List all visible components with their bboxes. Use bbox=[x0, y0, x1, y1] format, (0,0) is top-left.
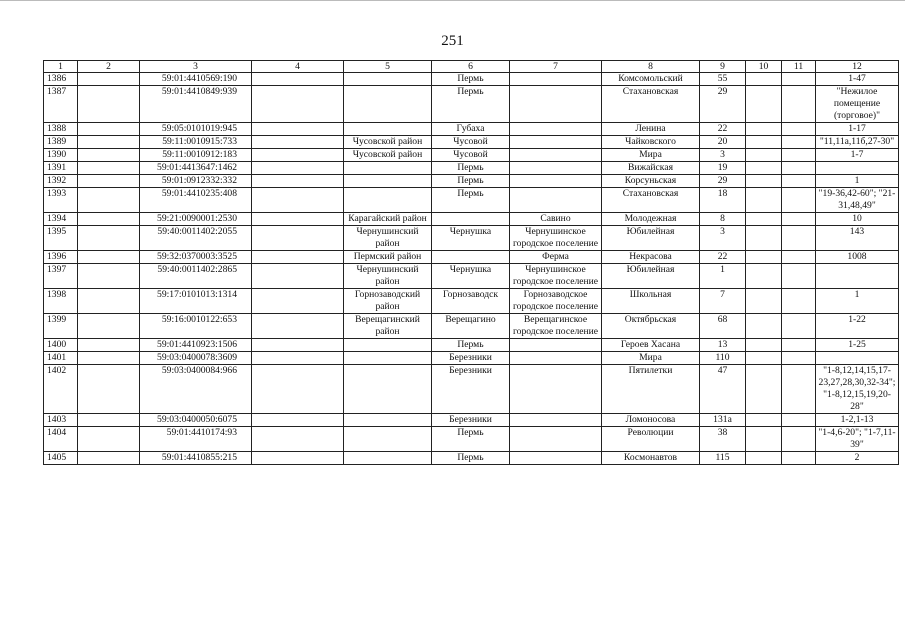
street-cell: Революции bbox=[602, 427, 700, 452]
col10-cell bbox=[746, 213, 782, 226]
column-header: 1 bbox=[44, 61, 78, 73]
record-number: 1402 bbox=[44, 365, 78, 414]
col11-cell bbox=[782, 314, 816, 339]
city-cell: Березники bbox=[432, 414, 510, 427]
settlement-cell: Ферма bbox=[510, 251, 602, 264]
table-row bbox=[44, 123, 899, 136]
premises-cell: 1008 bbox=[816, 251, 899, 264]
col2-cell bbox=[78, 123, 140, 136]
col11-cell bbox=[782, 188, 816, 213]
district-cell bbox=[344, 162, 432, 175]
col2-cell bbox=[78, 251, 140, 264]
cadastral-number: 59:11:0010912:183 bbox=[140, 149, 252, 162]
premises-cell: 1-7 bbox=[816, 149, 899, 162]
city-cell: Березники bbox=[432, 352, 510, 365]
column-header: 11 bbox=[782, 61, 816, 73]
column-header: 4 bbox=[252, 61, 344, 73]
district-cell bbox=[344, 339, 432, 352]
city-cell: Верещагино bbox=[432, 314, 510, 339]
col4-cell bbox=[252, 213, 344, 226]
column-header: 6 bbox=[432, 61, 510, 73]
col10-cell bbox=[746, 339, 782, 352]
settlement-cell bbox=[510, 136, 602, 149]
col10-cell bbox=[746, 73, 782, 86]
settlement-cell bbox=[510, 188, 602, 213]
table-row bbox=[44, 188, 899, 213]
record-number: 1393 bbox=[44, 188, 78, 213]
col4-cell bbox=[252, 352, 344, 365]
settlement-cell: Савино bbox=[510, 213, 602, 226]
col4-cell bbox=[252, 86, 344, 123]
settlement-cell: Верещагинское городское поселение bbox=[510, 314, 602, 339]
settlement-cell bbox=[510, 73, 602, 86]
district-cell: Горнозаводский район bbox=[344, 289, 432, 314]
col4-cell bbox=[252, 452, 344, 465]
record-number: 1389 bbox=[44, 136, 78, 149]
col4-cell bbox=[252, 414, 344, 427]
house-number-cell: 38 bbox=[700, 427, 746, 452]
table-row bbox=[44, 339, 899, 352]
district-cell bbox=[344, 414, 432, 427]
table-row bbox=[44, 136, 899, 149]
city-cell bbox=[432, 213, 510, 226]
column-header: 8 bbox=[602, 61, 700, 73]
record-number: 1394 bbox=[44, 213, 78, 226]
column-header: 7 bbox=[510, 61, 602, 73]
house-number-cell: 115 bbox=[700, 452, 746, 465]
col11-cell bbox=[782, 452, 816, 465]
house-number-cell: 22 bbox=[700, 251, 746, 264]
settlement-cell bbox=[510, 427, 602, 452]
col10-cell bbox=[746, 86, 782, 123]
premises-cell: 1-17 bbox=[816, 123, 899, 136]
settlement-cell bbox=[510, 175, 602, 188]
city-cell: Чусовой bbox=[432, 149, 510, 162]
col11-cell bbox=[782, 86, 816, 123]
col11-cell bbox=[782, 365, 816, 414]
col10-cell bbox=[746, 251, 782, 264]
premises-cell: 143 bbox=[816, 226, 899, 251]
cadastral-number: 59:01:4410174:93 bbox=[140, 427, 252, 452]
col11-cell bbox=[782, 352, 816, 365]
street-cell: Стахановская bbox=[602, 86, 700, 123]
record-number: 1388 bbox=[44, 123, 78, 136]
record-number: 1390 bbox=[44, 149, 78, 162]
city-cell: Горнозаводск bbox=[432, 289, 510, 314]
table-row bbox=[44, 427, 899, 452]
table-row bbox=[44, 175, 899, 188]
city-cell: Пермь bbox=[432, 188, 510, 213]
column-header: 5 bbox=[344, 61, 432, 73]
record-number: 1397 bbox=[44, 264, 78, 289]
street-cell: Вижайская bbox=[602, 162, 700, 175]
district-cell bbox=[344, 427, 432, 452]
district-cell bbox=[344, 175, 432, 188]
cadastral-number: 59:21:0090001:2530 bbox=[140, 213, 252, 226]
city-cell: Березники bbox=[432, 365, 510, 414]
col4-cell bbox=[252, 188, 344, 213]
col11-cell bbox=[782, 339, 816, 352]
premises-cell: "19-36,42-60"; "21-31,48,49" bbox=[816, 188, 899, 213]
col10-cell bbox=[746, 365, 782, 414]
col2-cell bbox=[78, 352, 140, 365]
col4-cell bbox=[252, 427, 344, 452]
cadastral-number: 59:17:0101013:1314 bbox=[140, 289, 252, 314]
district-cell: Карагайский район bbox=[344, 213, 432, 226]
settlement-cell bbox=[510, 123, 602, 136]
col4-cell bbox=[252, 339, 344, 352]
column-header: 12 bbox=[816, 61, 899, 73]
col10-cell bbox=[746, 414, 782, 427]
premises-cell: 1 bbox=[816, 289, 899, 314]
city-cell: Пермь bbox=[432, 73, 510, 86]
col2-cell bbox=[78, 73, 140, 86]
record-number: 1391 bbox=[44, 162, 78, 175]
col11-cell bbox=[782, 162, 816, 175]
premises-cell: "1-8,12,14,15,17-23,27,28,30,32-34"; "1-8,12,15,19,20-28" bbox=[816, 365, 899, 414]
table-row bbox=[44, 73, 899, 86]
col10-cell bbox=[746, 188, 782, 213]
cadastral-number: 59:16:0010122:653 bbox=[140, 314, 252, 339]
house-number-cell: 47 bbox=[700, 365, 746, 414]
col10-cell bbox=[746, 123, 782, 136]
column-header: 9 bbox=[700, 61, 746, 73]
house-number-cell: 55 bbox=[700, 73, 746, 86]
premises-cell: 1-25 bbox=[816, 339, 899, 352]
col11-cell bbox=[782, 73, 816, 86]
district-cell bbox=[344, 123, 432, 136]
cadastral-number: 59:40:0011402:2865 bbox=[140, 264, 252, 289]
city-cell: Пермь bbox=[432, 175, 510, 188]
house-number-cell: 3 bbox=[700, 226, 746, 251]
column-header: 2 bbox=[78, 61, 140, 73]
street-cell: Корсуньская bbox=[602, 175, 700, 188]
cadastral-number: 59:03:0400050:6075 bbox=[140, 414, 252, 427]
col2-cell bbox=[78, 86, 140, 123]
col4-cell bbox=[252, 226, 344, 251]
col4-cell bbox=[252, 314, 344, 339]
col2-cell bbox=[78, 175, 140, 188]
city-cell: Пермь bbox=[432, 339, 510, 352]
house-number-cell: 13 bbox=[700, 339, 746, 352]
col2-cell bbox=[78, 149, 140, 162]
col11-cell bbox=[782, 226, 816, 251]
table-row bbox=[44, 289, 899, 314]
street-cell: Ленина bbox=[602, 123, 700, 136]
col10-cell bbox=[746, 226, 782, 251]
col4-cell bbox=[252, 73, 344, 86]
col11-cell bbox=[782, 175, 816, 188]
table-row bbox=[44, 365, 899, 414]
city-cell bbox=[432, 251, 510, 264]
premises-cell: 1-2,1-13 bbox=[816, 414, 899, 427]
premises-cell: 1-22 bbox=[816, 314, 899, 339]
table-row bbox=[44, 149, 899, 162]
street-cell: Космонавтов bbox=[602, 452, 700, 465]
house-number-cell: 29 bbox=[700, 86, 746, 123]
column-header: 3 bbox=[140, 61, 252, 73]
col4-cell bbox=[252, 175, 344, 188]
premises-cell bbox=[816, 264, 899, 289]
col2-cell bbox=[78, 289, 140, 314]
col10-cell bbox=[746, 149, 782, 162]
street-cell: Ломоносова bbox=[602, 414, 700, 427]
street-cell: Юбилейная bbox=[602, 264, 700, 289]
district-cell bbox=[344, 352, 432, 365]
table-row bbox=[44, 414, 899, 427]
col11-cell bbox=[782, 427, 816, 452]
col2-cell bbox=[78, 339, 140, 352]
table-row bbox=[44, 452, 899, 465]
street-cell: Стахановская bbox=[602, 188, 700, 213]
cadastral-number: 59:01:4410569:190 bbox=[140, 73, 252, 86]
cadastral-number: 59:01:4413647:1462 bbox=[140, 162, 252, 175]
col10-cell bbox=[746, 264, 782, 289]
col2-cell bbox=[78, 365, 140, 414]
settlement-cell: Чернушинское городское поселение bbox=[510, 226, 602, 251]
street-cell: Пятилетки bbox=[602, 365, 700, 414]
col2-cell bbox=[78, 136, 140, 149]
premises-cell: "1-4,6-20"; "1-7,11-39" bbox=[816, 427, 899, 452]
city-cell: Чусовой bbox=[432, 136, 510, 149]
settlement-cell bbox=[510, 86, 602, 123]
district-cell: Чернушинский район bbox=[344, 226, 432, 251]
cadastral-number: 59:01:4410855:215 bbox=[140, 452, 252, 465]
col4-cell bbox=[252, 365, 344, 414]
street-cell: Героев Хасана bbox=[602, 339, 700, 352]
record-number: 1395 bbox=[44, 226, 78, 251]
record-number: 1405 bbox=[44, 452, 78, 465]
street-cell: Мира bbox=[602, 352, 700, 365]
col2-cell bbox=[78, 213, 140, 226]
settlement-cell bbox=[510, 352, 602, 365]
street-cell: Октябрьская bbox=[602, 314, 700, 339]
cadastral-number: 59:01:4410235:408 bbox=[140, 188, 252, 213]
register-table bbox=[43, 60, 899, 465]
district-cell bbox=[344, 188, 432, 213]
record-number: 1403 bbox=[44, 414, 78, 427]
col4-cell bbox=[252, 149, 344, 162]
col4-cell bbox=[252, 289, 344, 314]
col4-cell bbox=[252, 123, 344, 136]
table-row bbox=[44, 251, 899, 264]
premises-cell: "11,11а,11б,27-30" bbox=[816, 136, 899, 149]
cadastral-number: 59:01:0912332:332 bbox=[140, 175, 252, 188]
settlement-cell bbox=[510, 414, 602, 427]
premises-cell: 2 bbox=[816, 452, 899, 465]
table-row bbox=[44, 226, 899, 251]
street-cell: Чайковского bbox=[602, 136, 700, 149]
col2-cell bbox=[78, 188, 140, 213]
col2-cell bbox=[78, 414, 140, 427]
settlement-cell bbox=[510, 452, 602, 465]
table-row bbox=[44, 213, 899, 226]
house-number-cell: 110 bbox=[700, 352, 746, 365]
house-number-cell: 131а bbox=[700, 414, 746, 427]
cadastral-number: 59:01:4410849:939 bbox=[140, 86, 252, 123]
street-cell: Школьная bbox=[602, 289, 700, 314]
cadastral-number: 59:03:0400078:3609 bbox=[140, 352, 252, 365]
house-number-cell: 19 bbox=[700, 162, 746, 175]
col2-cell bbox=[78, 427, 140, 452]
cadastral-number: 59:11:0010915:733 bbox=[140, 136, 252, 149]
col2-cell bbox=[78, 314, 140, 339]
column-number-row bbox=[44, 61, 899, 73]
table-row bbox=[44, 314, 899, 339]
col11-cell bbox=[782, 264, 816, 289]
premises-cell bbox=[816, 162, 899, 175]
record-number: 1399 bbox=[44, 314, 78, 339]
table-row bbox=[44, 352, 899, 365]
record-number: 1396 bbox=[44, 251, 78, 264]
cadastral-number: 59:01:4410923:1506 bbox=[140, 339, 252, 352]
cadastral-number: 59:05:0101019:945 bbox=[140, 123, 252, 136]
district-cell bbox=[344, 452, 432, 465]
table-row bbox=[44, 264, 899, 289]
col10-cell bbox=[746, 289, 782, 314]
settlement-cell bbox=[510, 339, 602, 352]
city-cell: Чернушка bbox=[432, 226, 510, 251]
record-number: 1404 bbox=[44, 427, 78, 452]
col10-cell bbox=[746, 314, 782, 339]
record-number: 1386 bbox=[44, 73, 78, 86]
district-cell: Чернушинский район bbox=[344, 264, 432, 289]
premises-cell: 10 bbox=[816, 213, 899, 226]
col11-cell bbox=[782, 251, 816, 264]
premises-cell: 1 bbox=[816, 175, 899, 188]
scan-edge-line bbox=[0, 0, 905, 1]
col11-cell bbox=[782, 289, 816, 314]
col2-cell bbox=[78, 452, 140, 465]
col11-cell bbox=[782, 136, 816, 149]
district-cell: Верещагинский район bbox=[344, 314, 432, 339]
premises-cell bbox=[816, 352, 899, 365]
cadastral-number: 59:32:0370003:3525 bbox=[140, 251, 252, 264]
house-number-cell: 7 bbox=[700, 289, 746, 314]
settlement-cell bbox=[510, 365, 602, 414]
district-cell bbox=[344, 73, 432, 86]
house-number-cell: 29 bbox=[700, 175, 746, 188]
cadastral-number: 59:40:0011402:2055 bbox=[140, 226, 252, 251]
city-cell: Пермь bbox=[432, 427, 510, 452]
col10-cell bbox=[746, 452, 782, 465]
register-body bbox=[44, 73, 899, 465]
record-number: 1400 bbox=[44, 339, 78, 352]
cadastral-number: 59:03:0400084:966 bbox=[140, 365, 252, 414]
premises-cell: "Нежилое помещение (торговое)" bbox=[816, 86, 899, 123]
col11-cell bbox=[782, 123, 816, 136]
premises-cell: 1-47 bbox=[816, 73, 899, 86]
table-row bbox=[44, 86, 899, 123]
settlement-cell bbox=[510, 149, 602, 162]
house-number-cell: 8 bbox=[700, 213, 746, 226]
city-cell: Пермь bbox=[432, 452, 510, 465]
col11-cell bbox=[782, 213, 816, 226]
house-number-cell: 1 bbox=[700, 264, 746, 289]
col10-cell bbox=[746, 427, 782, 452]
house-number-cell: 18 bbox=[700, 188, 746, 213]
house-number-cell: 68 bbox=[700, 314, 746, 339]
col10-cell bbox=[746, 162, 782, 175]
house-number-cell: 22 bbox=[700, 123, 746, 136]
col4-cell bbox=[252, 136, 344, 149]
street-cell: Юбилейная bbox=[602, 226, 700, 251]
col10-cell bbox=[746, 136, 782, 149]
col11-cell bbox=[782, 414, 816, 427]
district-cell: Пермский район bbox=[344, 251, 432, 264]
col2-cell bbox=[78, 264, 140, 289]
record-number: 1401 bbox=[44, 352, 78, 365]
col2-cell bbox=[78, 226, 140, 251]
col4-cell bbox=[252, 162, 344, 175]
city-cell: Пермь bbox=[432, 162, 510, 175]
col11-cell bbox=[782, 149, 816, 162]
city-cell: Губаха bbox=[432, 123, 510, 136]
city-cell: Пермь bbox=[432, 86, 510, 123]
col4-cell bbox=[252, 264, 344, 289]
house-number-cell: 20 bbox=[700, 136, 746, 149]
settlement-cell: Горнозаводское городское поселение bbox=[510, 289, 602, 314]
settlement-cell: Чернушинское городское поселение bbox=[510, 264, 602, 289]
district-cell bbox=[344, 365, 432, 414]
settlement-cell bbox=[510, 162, 602, 175]
street-cell: Некрасова bbox=[602, 251, 700, 264]
table-row bbox=[44, 162, 899, 175]
page-number: 251 bbox=[441, 33, 464, 49]
street-cell: Молодежная bbox=[602, 213, 700, 226]
record-number: 1392 bbox=[44, 175, 78, 188]
district-cell: Чусовской район bbox=[344, 136, 432, 149]
district-cell: Чусовской район bbox=[344, 149, 432, 162]
house-number-cell: 3 bbox=[700, 149, 746, 162]
col2-cell bbox=[78, 162, 140, 175]
col10-cell bbox=[746, 352, 782, 365]
street-cell: Мира bbox=[602, 149, 700, 162]
city-cell: Чернушка bbox=[432, 264, 510, 289]
col10-cell bbox=[746, 175, 782, 188]
column-header: 10 bbox=[746, 61, 782, 73]
record-number: 1387 bbox=[44, 86, 78, 123]
col4-cell bbox=[252, 251, 344, 264]
street-cell: Комсомольский bbox=[602, 73, 700, 86]
record-number: 1398 bbox=[44, 289, 78, 314]
district-cell bbox=[344, 86, 432, 123]
